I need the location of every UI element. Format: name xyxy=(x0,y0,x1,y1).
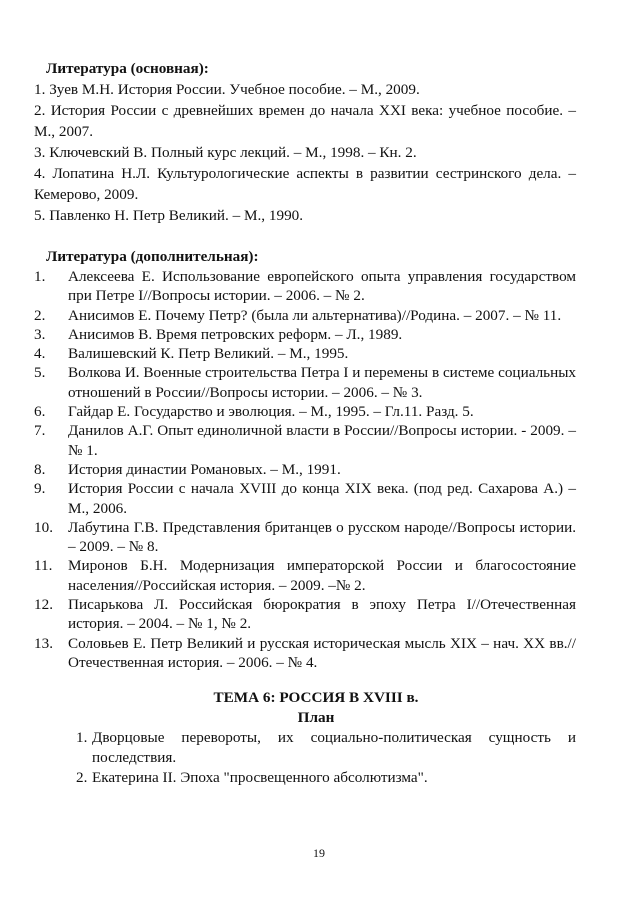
extra-literature-list xyxy=(34,267,576,672)
list-item: 2. Анисимов Е. Почему Петр? (была ли альтернатива)//Родина. – 2007. – № 11. xyxy=(34,306,562,324)
list-item: 1. Дворцовые перевороты, их социально-политическая сущность и последствия. xyxy=(76,729,576,767)
list-item: 6. Гайдар Е. Государство и эволюция. – М., 1995. – Гл.11. Разд. 5. xyxy=(34,403,474,421)
main-literature-item: 2. История России с древнейших времен до начала XXI века: учебное пособие. – М., 2007. xyxy=(34,102,576,140)
list-item: 8. История династии Романовых. – М., 1991. xyxy=(34,460,341,478)
spacer xyxy=(34,672,576,688)
list-item: 12. Писарькова Л. Российская бюрократия в эпоху Петра I//Отечественная история. – 2004. – № 1, № 2. xyxy=(34,596,576,633)
spacer xyxy=(34,226,576,246)
main-literature-item: 4. Лопатина Н.Л. Культурологические аспекты в развитии сестринского дела. – Кемерово, 2009. xyxy=(34,165,576,203)
main-literature-list xyxy=(34,79,576,226)
plan-list xyxy=(34,728,576,788)
list-item: 9. История России с начала XVIII до конца XIX века. (под ред. Сахарова А.) – М., 2006. xyxy=(34,480,576,517)
list-item: 4. Валишевский К. Петр Великий. – М., 1995. xyxy=(34,345,349,363)
list-item: 11. Миронов Б.Н. Модернизация императорской России и благосостояние населения//Российская история. – 2009. –№ 2. xyxy=(34,557,576,594)
main-literature-item: 3. Ключевский В. Полный курс лекций. – М., 1998. – Кн. 2. xyxy=(34,144,417,161)
main-literature-item: 5. Павленко Н. Петр Великий. – М., 1990. xyxy=(34,207,304,224)
extra-literature-heading: Литература (дополнительная): xyxy=(46,248,259,265)
list-item: 1. Алексеева Е. Использование европейского опыта управления государством при Петре I//Вопросы истории. – 2006. – № 2. xyxy=(34,268,576,305)
page-number: 19 xyxy=(313,846,325,860)
main-literature-heading: Литература (основная): xyxy=(46,60,209,77)
list-item: 10. Лабутина Г.В. Представления британцев о русском народе//Вопросы истории. – 2009. – № 8. xyxy=(34,518,576,556)
list-item: 5. Волкова И. Военные строительства Петра I и перемены в системе социальных отношений в России//Вопросы истории. – 2006. – № 3. xyxy=(34,364,576,401)
list-item: 2. Екатерина II. Эпоха "просвещенного абсолютизма". xyxy=(76,769,428,787)
plan-title: План xyxy=(297,709,335,727)
main-literature-item: 1. Зуев М.Н. История России. Учебное пособие. – М., 2009. xyxy=(34,81,420,98)
list-item: 13. Соловьев Е. Петр Великий и русская историческая мысль XIX – нач. XX вв.//Отечественная история. – 2006. – № 4. xyxy=(34,634,576,671)
list-item: 7. Данилов А.Г. Опыт единоличной власти в России//Вопросы истории. - 2009. – № 1. xyxy=(34,422,576,459)
topic-title: ТЕМА 6: РОССИЯ В XVIII в. xyxy=(213,689,419,707)
list-item: 3. Анисимов В. Время петровских реформ. – Л., 1989. xyxy=(34,325,403,343)
